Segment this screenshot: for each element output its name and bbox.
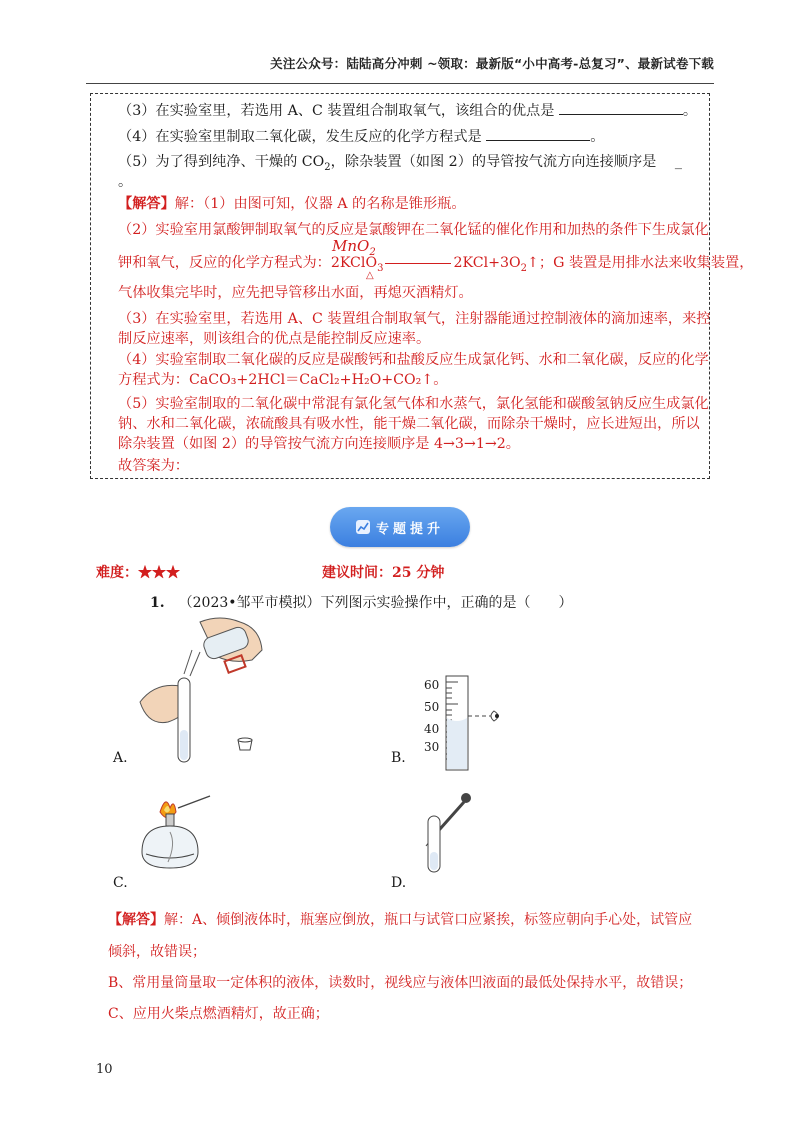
- question-3-blank: [559, 100, 683, 115]
- page-number: 10: [96, 1062, 113, 1077]
- answer-line-2a: （2）实验室用氯酸钾制取氧气的反应是氯酸钾在二氧化锰的催化作用和加热的条件下生成氯化: [118, 222, 709, 238]
- tick-label: 60: [424, 678, 440, 692]
- equation-arrow-line: [385, 263, 451, 264]
- option-a-label: A.: [113, 750, 128, 766]
- answer-line-1: [118, 194, 466, 214]
- question-3-end: 。: [682, 103, 698, 119]
- header-note: 关注公众号：陆陆高分冲刺 ~领取：最新版“小中高考-总复习”、最新试卷下载: [270, 56, 714, 71]
- difficulty-stars: ★★★: [138, 565, 180, 581]
- option-c-label: C.: [113, 875, 128, 891]
- tick-label: 40: [424, 722, 440, 736]
- question-5-text-b: ，除杂装置（如图 2）的导管按气流方向连接顺序是: [330, 154, 657, 170]
- equation-reactant: 钾和氧气，反应的化学方程式为：2KClO: [118, 255, 378, 271]
- equation-products-subscript: 2: [520, 262, 528, 274]
- question-4-text: （4）在实验室里制取二氧化碳，发生反应的化学方程式是: [118, 129, 482, 145]
- solution-label: 【解答】: [108, 912, 164, 928]
- answer-line-4b: 方程式为：CaCO₃+2HCl＝CaCl₂+H₂O+CO₂↑。: [118, 372, 448, 388]
- question-1: [150, 592, 573, 612]
- solution-line-3: B、常用量筒量取一定体积的液体，读数时，视线应与液体凹液面的最低处保持水平，故错误；: [108, 975, 693, 991]
- answer-1-text: 解：（1）由图可知，仪器 A 的名称是锥形瓶。: [174, 196, 466, 212]
- solution-text-1: 解：A、倾倒液体时，瓶塞应倒放，瓶口与试管口应紧挨，标签应朝向手心处，试管应: [164, 912, 693, 928]
- question-5-line: [118, 152, 682, 178]
- question-stem: （2023•邹平市模拟）下列图示实验操作中，正确的是（ ）: [178, 595, 573, 611]
- answer-line-3b: 制反应速率，则该组合的优点是能控制反应速率。: [118, 331, 431, 347]
- answer-line-2b: [118, 253, 753, 279]
- answer-line-5b: 钠、水和二氧化碳，浓硫酸具有吸水性，能干燥二氧化碳，而除杂干燥时，应长进短出，所以: [118, 416, 700, 432]
- equation-reactant-subscript: 3: [377, 262, 384, 274]
- figure-a-pouring: [130, 612, 280, 762]
- question-5-blank: _: [674, 154, 682, 170]
- catalyst-formula: MnO: [332, 237, 370, 255]
- catalyst-subscript: 2: [369, 247, 376, 258]
- question-3-line: [118, 100, 697, 121]
- question-4-blank: [486, 126, 590, 141]
- solution-line-1: [108, 909, 692, 929]
- difficulty: [96, 562, 180, 582]
- suggested-time: 建议时间：25 分钟: [322, 565, 445, 581]
- equation-tail: ↑；G 装置是用排水法来收集装置，: [527, 255, 754, 271]
- figure-d-dropper: [420, 792, 480, 874]
- question-5-text-a: （5）为了得到纯净、干燥的 CO: [118, 154, 325, 170]
- heat-symbol: △: [366, 270, 374, 281]
- answer-label: 【解答】: [118, 196, 175, 212]
- solution-line-2: 倾斜，故错误；: [108, 944, 206, 960]
- figure-c-alcohol-lamp: [134, 792, 214, 874]
- difficulty-label: 难度：: [96, 565, 138, 581]
- chart-icon: [356, 520, 370, 534]
- banner-label: 专题提升: [375, 521, 444, 537]
- header-divider: [86, 83, 714, 84]
- equation-products: 2KCl+3O: [453, 255, 521, 271]
- question-3-text: （3）在实验室里，若选用 A、C 装置组合制取氧气，该组合的优点是: [118, 103, 555, 119]
- question-4-line: [118, 126, 604, 147]
- question-4-end: 。: [590, 129, 605, 145]
- solution-line-4: C、应用火柴点燃酒精灯，故正确；: [108, 1006, 329, 1022]
- answer-final: 故答案为：: [118, 458, 189, 474]
- answer-line-5c: 除杂装置（如图 2）的导管按气流方向连接顺序是 4→3→1→2。: [118, 436, 520, 452]
- answer-line-3a: （3）在实验室里，若选用 A、C 装置组合制取氧气，注射器能通过控制液体的滴加速率，来控: [118, 311, 711, 327]
- question-5-subscript: 2: [324, 161, 331, 173]
- answer-line-4a: （4）实验室制取二氧化碳的反应是碳酸钙和盐酸反应生成氯化钙、水和二氧化碳，反应的化学: [118, 352, 709, 368]
- question-5-end: 。: [118, 174, 133, 190]
- option-d-label: D.: [391, 875, 407, 891]
- tick-label: 30: [424, 740, 440, 754]
- answer-line-5a: （5）实验室制取的二氧化碳中常混有氯化氢气体和水蒸气，氯化氢能和碳酸氢钠反应生成氯化: [118, 396, 709, 412]
- question-number: 1.: [150, 595, 165, 611]
- tick-label: 50: [424, 700, 440, 714]
- option-b-label: B.: [391, 750, 406, 766]
- topic-banner: [330, 507, 470, 547]
- answer-line-2c: 气体收集完毕时，应先把导管移出水面，再熄灭酒精灯。: [118, 285, 473, 301]
